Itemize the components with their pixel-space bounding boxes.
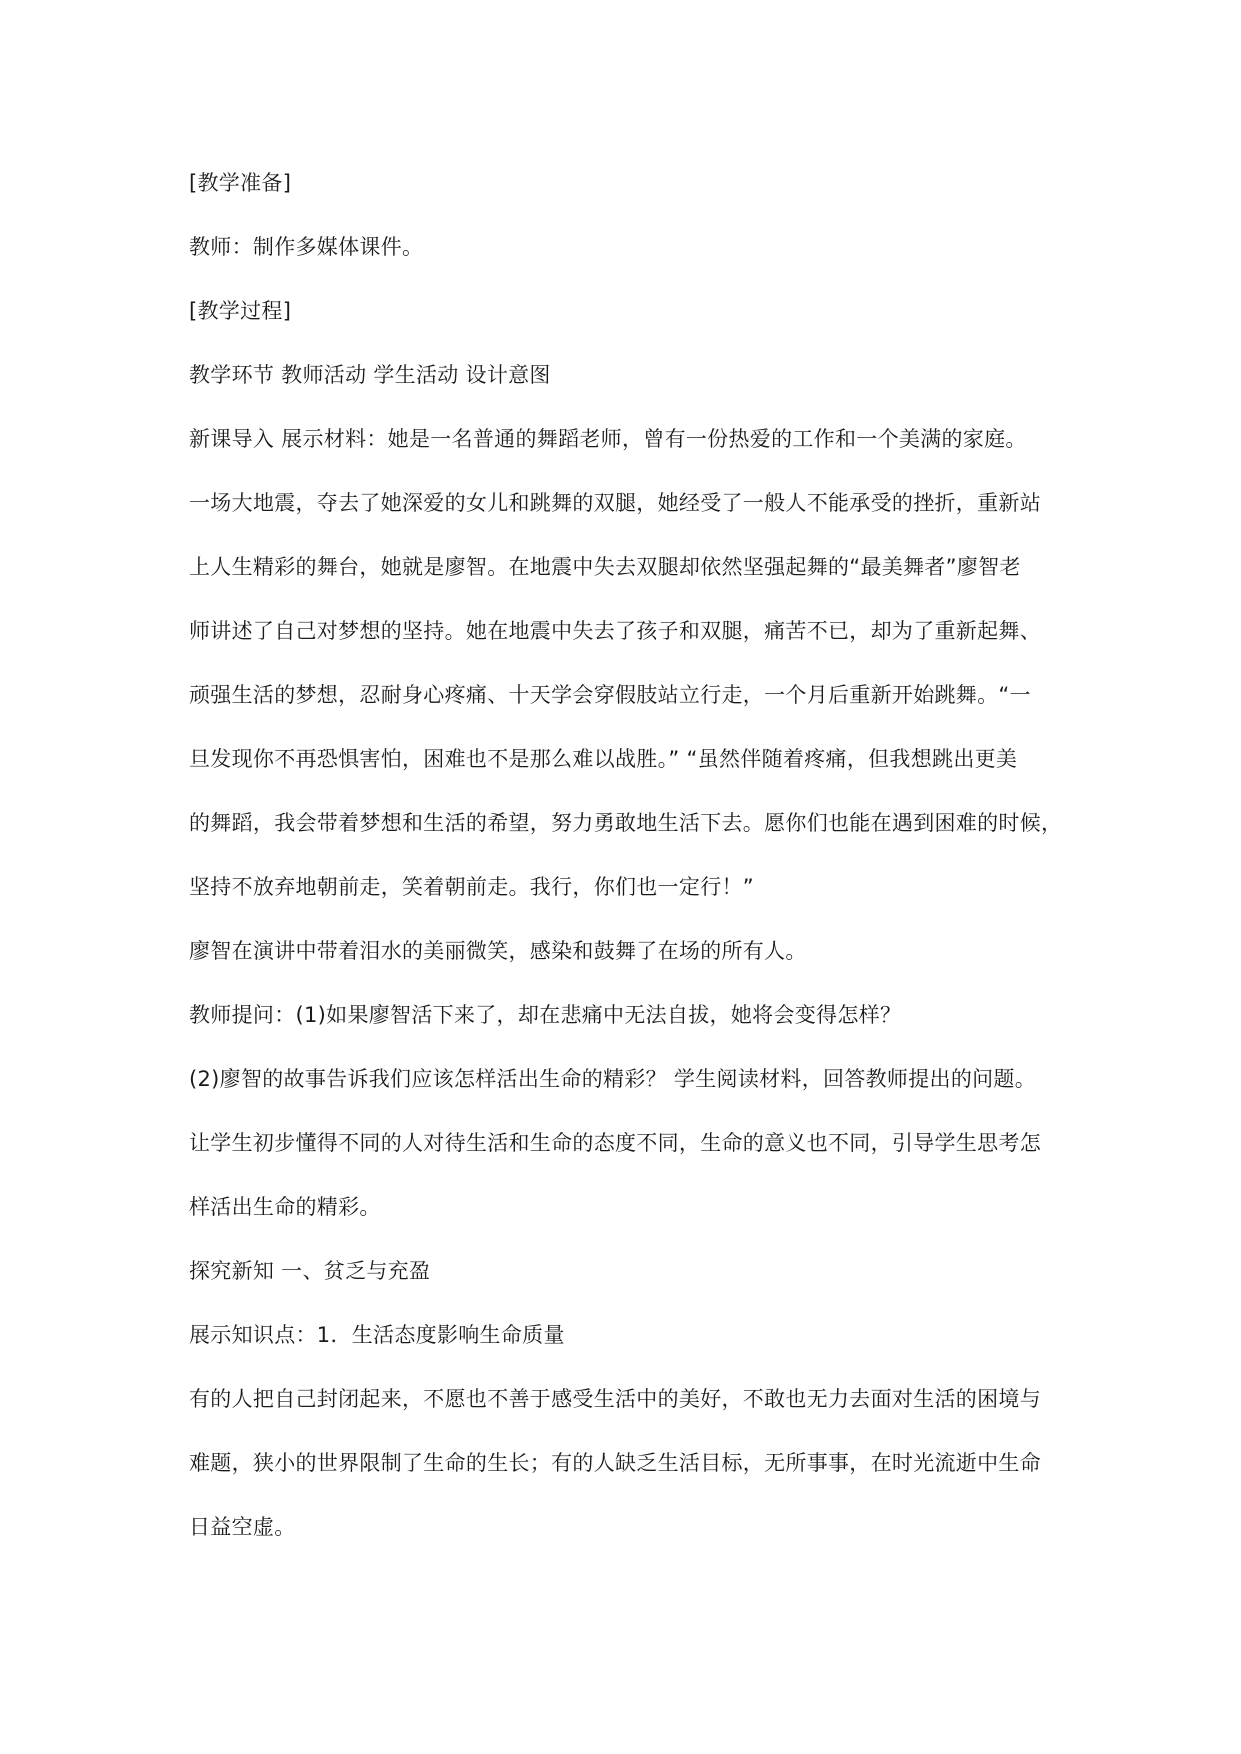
text-line: 旦发现你不再恐惧害怕，困难也不是那么难以战胜。” “虽然伴随着疼痛，但我想跳出更美 <box>189 747 1018 771</box>
text-line: 新课导入 展示材料：她是一名普通的舞蹈老师，曾有一份热爱的工作和一个美满的家庭。 <box>189 427 1027 451</box>
text-line: 师讲述了自己对梦想的坚持。她在地震中失去了孩子和双腿，痛苦不已，却为了重新起舞、 <box>189 619 1041 643</box>
explore-section-heading: 探究新知 一、贫乏与充盈 <box>189 1259 431 1283</box>
teacher-preparation-line: 教师：制作多媒体课件。 <box>189 235 424 259</box>
design-intent-paragraph <box>189 1128 1069 1222</box>
text-line: 顽强生活的梦想，忍耐身心疼痛、十天学会穿假肢站立行走，一个月后重新开始跳舞。“一 <box>189 683 1031 707</box>
teacher-question-1: 教师提问：(1)如果廖智活下来了，却在悲痛中无法自拔，她将会变得怎样？ <box>189 1003 902 1027</box>
table-header-line: 教学环节 教师活动 学生活动 设计意图 <box>189 363 551 387</box>
text-line: 的舞蹈，我会带着梦想和生活的希望，努力勇敢地生活下去。愿你们也能在遇到困难的时候， <box>189 811 1063 835</box>
text-line: 难题，狭小的世界限制了生命的生长；有的人缺乏生活目标，无所事事，在时光流逝中生命 <box>189 1451 1041 1475</box>
text-line: 样活出生命的精彩。 <box>189 1195 381 1219</box>
knowledge-point-line: 展示知识点：1．生活态度影响生命质量 <box>189 1323 565 1347</box>
speech-summary-line: 廖智在演讲中带着泪水的美丽微笑，感染和鼓舞了在场的所有人。 <box>189 939 807 963</box>
intro-material-paragraph <box>189 424 1069 902</box>
section-heading-process: [教学过程] <box>189 299 292 323</box>
teacher-question-2: (2)廖智的故事告诉我们应该怎样活出生命的精彩？ 学生阅读材料，回答教师提出的问题。 <box>189 1067 1037 1091</box>
text-line: 有的人把自己封闭起来，不愿也不善于感受生活中的美好，不敢也无力去面对生活的困境与 <box>189 1387 1041 1411</box>
text-line: 让学生初步懂得不同的人对待生活和生命的态度不同，生命的意义也不同，引导学生思考怎 <box>189 1131 1041 1155</box>
section-heading-preparation: [教学准备] <box>189 171 292 195</box>
text-line: 上人生精彩的舞台，她就是廖智。在地震中失去双腿却依然坚强起舞的“最美舞者”廖智老 <box>189 555 1021 579</box>
text-line: 坚持不放弃地朝前走，笑着朝前走。我行，你们也一定行！” <box>189 875 754 899</box>
life-attitude-paragraph <box>189 1384 1069 1542</box>
text-line: 一场大地震，夺去了她深爱的女儿和跳舞的双腿，她经受了一般人不能承受的挫折，重新站 <box>189 491 1041 515</box>
text-line: 日益空虚。 <box>189 1515 296 1539</box>
document-body <box>189 168 1069 1576</box>
